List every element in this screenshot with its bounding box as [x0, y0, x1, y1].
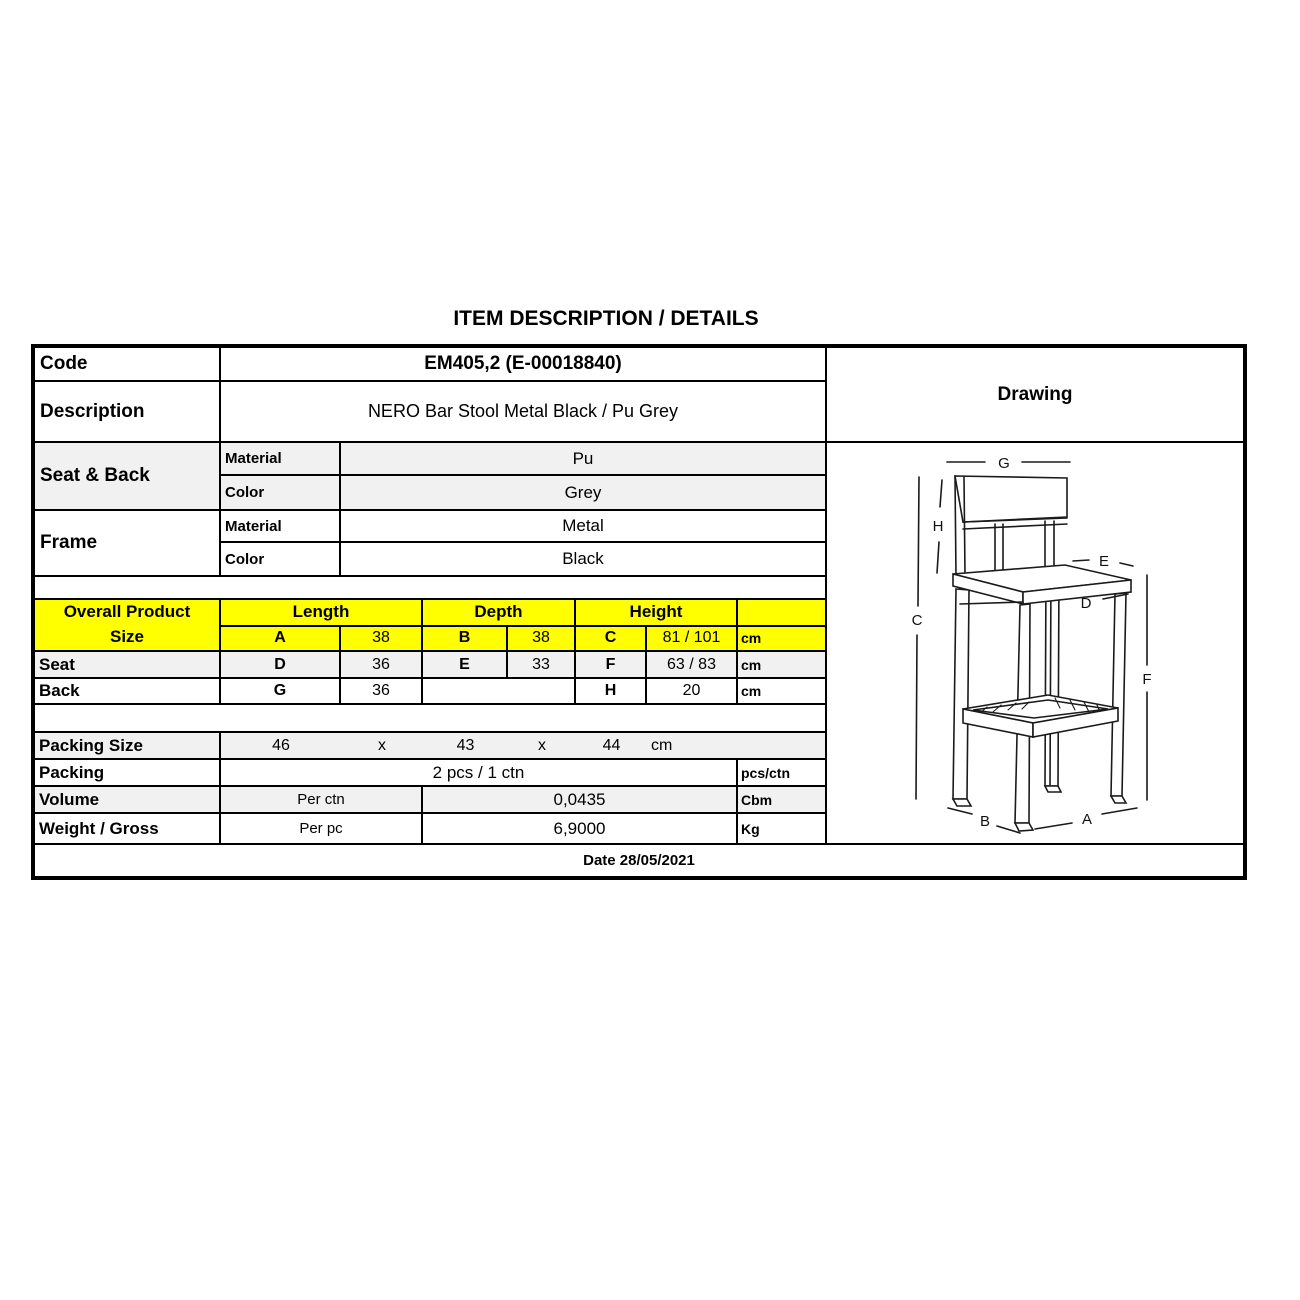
back-size-label: Back [35, 679, 221, 703]
description-row [35, 382, 825, 443]
dim-line-c [916, 477, 919, 799]
overall-size-row [221, 627, 825, 650]
code-label: Code [35, 348, 221, 380]
overall-unit: cm [741, 630, 762, 647]
description-label: Description [35, 382, 221, 441]
dim-label-c: C [911, 612, 923, 629]
frame-label: Frame [35, 511, 221, 575]
spec-table-left [35, 348, 825, 843]
weight-label: Weight / Gross [35, 814, 221, 843]
size-header-section [35, 600, 825, 652]
volume-label: Volume [35, 787, 221, 812]
seat-back-section [35, 443, 825, 511]
frame-material-value: Metal [562, 516, 604, 536]
date-text: Date 28/05/2021 [583, 852, 695, 869]
weight-row [35, 814, 825, 843]
date-row [35, 843, 1243, 876]
seat-back-material-value: Pu [572, 448, 594, 468]
backrest-panel [955, 476, 1067, 522]
spacer-row [35, 705, 825, 733]
overall-product-line2: Size [109, 627, 145, 646]
overall-depth-value: 38 [508, 627, 576, 650]
back-length-letter: G [221, 679, 341, 703]
volume-unit: Cbm [741, 791, 773, 808]
weight-basis: Per pc [221, 814, 423, 843]
dim-label-g: G [998, 455, 1010, 472]
depth-header: Depth [423, 600, 576, 625]
code-row [35, 348, 825, 382]
back-size-row [35, 679, 825, 705]
dim-label-a: A [1081, 811, 1093, 828]
leg-back-left [953, 589, 969, 799]
packing-size-length: 46 [272, 736, 290, 754]
dim-label-b: B [979, 813, 991, 830]
back-height-letter: H [576, 679, 647, 703]
leg-front-foot [1015, 823, 1033, 831]
dim-label-e: E [1098, 553, 1110, 570]
overall-length-letter: A [221, 627, 341, 650]
packing-size-values [221, 733, 825, 758]
overall-product-line1: Overall Product [63, 602, 191, 622]
packing-unit: pcs/ctn [741, 764, 791, 781]
packing-size-unit: cm [651, 736, 673, 754]
page-title: ITEM DESCRIPTION / DETAILS [453, 307, 759, 330]
packing-size-x2: x [538, 736, 546, 754]
seat-height-letter: F [576, 652, 647, 677]
spec-table [31, 344, 1247, 880]
drawing-title: Drawing [827, 348, 1243, 443]
seat-depth-letter: E [423, 652, 508, 677]
seat-length-value: 36 [341, 652, 423, 677]
frame-color-label: Color [221, 543, 341, 575]
size-header-unit-cell [738, 600, 825, 625]
seat-back-material-row [221, 443, 825, 476]
dim-label-h: H [932, 518, 944, 535]
packing-size-label: Packing Size [35, 733, 221, 758]
height-header: Height [576, 600, 738, 625]
seat-depth-value: 33 [508, 652, 576, 677]
seat-length-letter: D [221, 652, 341, 677]
overall-height-value: 81 / 101 [647, 627, 738, 650]
packing-size-x1: x [378, 736, 386, 754]
stool-drawing [827, 443, 1243, 843]
dim-label-f: F [1142, 671, 1152, 688]
length-header: Length [221, 600, 423, 625]
back-depth-empty-cell [423, 679, 576, 703]
packing-row [35, 760, 825, 787]
leg-back-left-foot [953, 799, 971, 806]
overall-product-size-label [35, 600, 221, 650]
frame-color-value: Black [562, 549, 604, 569]
leg-back-right [1045, 571, 1059, 786]
leg-back-right-foot [1045, 786, 1061, 792]
overall-length-value: 38 [341, 627, 423, 650]
code-value: EM405,2 (E-00018840) [424, 353, 622, 374]
seat-size-label: Seat [35, 652, 221, 677]
back-inner-post-left [995, 524, 1003, 573]
weight-value: 6,9000 [423, 814, 738, 843]
packing-size-depth: 43 [456, 736, 475, 754]
packing-value: 2 pcs / 1 ctn [221, 760, 738, 785]
packing-size-row [35, 733, 825, 760]
weight-unit: Kg [741, 820, 760, 837]
back-inner-post-right [1045, 521, 1054, 570]
seat-back-color-value: Grey [564, 482, 602, 502]
back-length-value: 36 [341, 679, 423, 703]
seat-size-row [35, 652, 825, 679]
spacer-row [35, 577, 825, 600]
stool-drawing-svg [827, 443, 1243, 843]
back-unit: cm [741, 683, 762, 699]
leg-right-foot [1111, 796, 1126, 803]
seat-back-color-label: Color [221, 476, 341, 509]
seat-unit: cm [741, 656, 762, 673]
volume-value: 0,0435 [423, 787, 738, 812]
seat-back-material-label: Material [221, 443, 341, 474]
packing-size-height: 44 [602, 736, 621, 754]
frame-color-row [221, 543, 825, 575]
seat-back-label: Seat & Back [35, 443, 221, 509]
leg-back-right-inner-edge [1050, 571, 1051, 786]
frame-material-label: Material [221, 511, 341, 541]
overall-depth-letter: B [423, 627, 508, 650]
frame-material-row [221, 511, 825, 543]
packing-label: Packing [35, 760, 221, 785]
overall-height-letter: C [576, 627, 647, 650]
drawing-column [825, 348, 1243, 843]
dim-label-d: D [1080, 595, 1092, 612]
frame-section [35, 511, 825, 577]
leg-right [1111, 593, 1126, 796]
seat-back-color-row [221, 476, 825, 509]
back-height-value: 20 [647, 679, 738, 703]
volume-basis: Per ctn [221, 787, 423, 812]
seat-height-value: 63 / 83 [647, 652, 738, 677]
size-dimension-header-row [221, 600, 825, 627]
volume-row [35, 787, 825, 814]
description-value: NERO Bar Stool Metal Black / Pu Grey [367, 401, 679, 421]
